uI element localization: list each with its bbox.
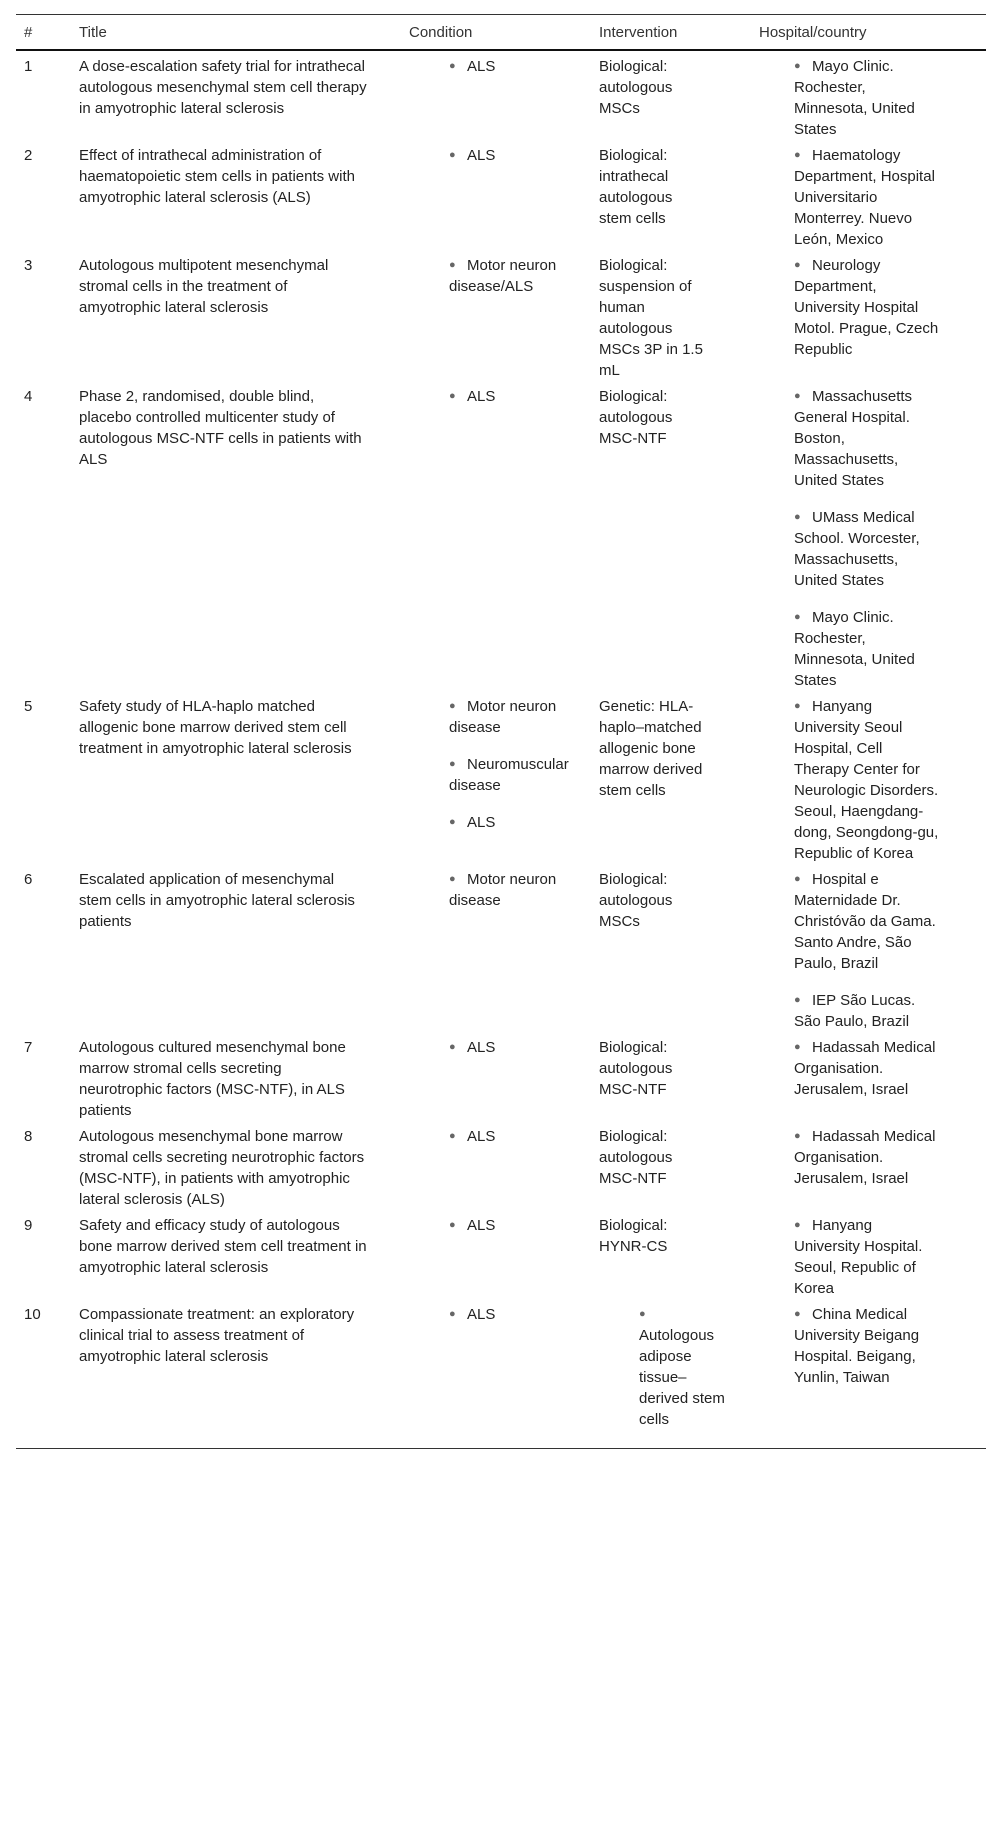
table-row: [16, 1210, 986, 1299]
condition-item: [449, 754, 569, 796]
condition-item: [449, 56, 569, 77]
condition-item-list: [409, 696, 569, 833]
intervention-item-text: Autologous adipose tissue–derived stem cells: [639, 1327, 725, 1428]
bullet-icon: ●: [449, 873, 456, 885]
row-intervention-cell: [599, 864, 759, 1032]
table-row: [16, 250, 986, 381]
bullet-icon: ●: [794, 700, 801, 712]
table-bottom-rule: [16, 1448, 986, 1449]
row-hospital-cell: [759, 381, 986, 691]
row-number: 5: [24, 698, 33, 715]
row-condition-cell: [409, 381, 599, 691]
condition-item-text: ALS: [467, 58, 496, 75]
hospital-item: [794, 1215, 939, 1299]
intervention-list: [599, 1304, 729, 1430]
row-hospital-cell: [759, 864, 986, 1032]
row-title-cell: [79, 381, 409, 691]
condition-item-list: [409, 869, 569, 911]
condition-item-list: [409, 1126, 569, 1147]
condition-item-text: Motor neuron disease: [449, 871, 557, 909]
condition-item-list: [409, 255, 569, 297]
row-condition-cell: [409, 140, 599, 250]
condition-item-text: ALS: [467, 814, 496, 831]
hospital-item-list: [759, 869, 939, 1032]
bullet-icon: ●: [794, 390, 801, 402]
row-title-cell: [79, 1299, 409, 1448]
header-number: #: [16, 15, 79, 51]
hospital-item-text: IEP São Lucas. São Paulo, Brazil: [794, 992, 916, 1030]
hospital-item: [794, 607, 939, 691]
row-hospital-cell: [759, 1299, 986, 1448]
trials-table-container: [16, 14, 986, 1449]
bullet-icon: ●: [794, 259, 801, 271]
condition-item-text: ALS: [467, 388, 496, 405]
header-hospital-country: Hospital/country: [759, 15, 986, 51]
hospital-item: [794, 255, 939, 360]
row-intervention-cell: [599, 381, 759, 691]
hospital-item-list: [759, 386, 939, 691]
row-number: 3: [24, 257, 33, 274]
hospital-item-list: [759, 1304, 939, 1388]
bullet-icon: ●: [794, 1308, 801, 1320]
bullet-icon: ●: [449, 758, 456, 770]
row-condition-cell: [409, 864, 599, 1032]
condition-item-text: Motor neuron disease: [449, 698, 557, 736]
table-row: [16, 1032, 986, 1121]
condition-item: [449, 255, 569, 297]
bullet-icon: ●: [449, 1308, 456, 1320]
hospital-item: [794, 696, 939, 864]
header-intervention: Intervention: [599, 15, 759, 51]
row-number: 8: [24, 1128, 33, 1145]
table-body: [16, 50, 986, 1448]
condition-item-text: ALS: [467, 1039, 496, 1056]
bullet-icon: ●: [794, 1219, 801, 1231]
intervention-text: Biological: autologous MSCs: [599, 58, 673, 117]
row-intervention-cell: [599, 1210, 759, 1299]
hospital-item-list: [759, 696, 939, 864]
condition-item: [449, 869, 569, 911]
row-title-cell: [79, 50, 409, 140]
trial-title: Autologous multipotent mesenchymal stromal cells in the treatment of amyotrophic lateral sclerosis: [79, 257, 329, 316]
intervention-text: Biological: suspension of human autologous MSCs 3P in 1.5 mL: [599, 257, 703, 379]
intervention-text: Biological: autologous MSC-NTF: [599, 388, 673, 447]
hospital-item-text: Hanyang University Seoul Hospital, Cell Therapy Center for Neurologic Disorders. Seoul, Haengdang-dong, Seongdong-gu, Republic of Korea: [794, 698, 939, 862]
row-condition-cell: [409, 1121, 599, 1210]
condition-item: [449, 1126, 569, 1147]
condition-item-list: [409, 56, 569, 77]
header-condition: Condition: [409, 15, 599, 51]
row-number: 4: [24, 388, 33, 405]
row-title-cell: [79, 1032, 409, 1121]
intervention-text: Biological: autologous MSC-NTF: [599, 1128, 673, 1187]
row-hospital-cell: [759, 250, 986, 381]
row-condition-cell: [409, 691, 599, 864]
trial-title: Compassionate treatment: an exploratory clinical trial to assess treatment of amyotrophic lateral sclerosis: [79, 1306, 355, 1365]
intervention-text: Genetic: HLA-haplo–matched allogenic bone marrow derived stem cells: [599, 698, 703, 799]
row-number: 10: [24, 1306, 41, 1323]
bullet-icon: ●: [449, 1130, 456, 1142]
row-title-cell: [79, 140, 409, 250]
table-row: [16, 140, 986, 250]
condition-item: [449, 145, 569, 166]
table-row: [16, 381, 986, 691]
row-hospital-cell: [759, 1121, 986, 1210]
row-title-cell: [79, 1121, 409, 1210]
trial-title: Autologous cultured mesenchymal bone marrow stromal cells secreting neurotrophic factors (MSC-NTF), in ALS patients: [79, 1039, 346, 1119]
row-hospital-cell: [759, 1210, 986, 1299]
row-hospital-cell: [759, 140, 986, 250]
bullet-icon: ●: [449, 816, 456, 828]
row-condition-cell: [409, 250, 599, 381]
condition-item-text: ALS: [467, 1306, 496, 1323]
hospital-item: [794, 1304, 939, 1388]
condition-item: [449, 1215, 569, 1236]
hospital-item: [794, 145, 939, 250]
bullet-icon: ●: [449, 1041, 456, 1053]
condition-item-text: ALS: [467, 1217, 496, 1234]
bullet-icon: ●: [639, 1308, 646, 1320]
table-row: [16, 1299, 986, 1448]
condition-item-text: ALS: [467, 1128, 496, 1145]
hospital-item: [794, 507, 939, 591]
bullet-icon: ●: [794, 873, 801, 885]
bullet-icon: ●: [794, 149, 801, 161]
condition-item-list: [409, 1037, 569, 1058]
condition-item: [449, 1037, 569, 1058]
hospital-item-text: Mayo Clinic. Rochester, Minnesota, United States: [794, 609, 915, 689]
row-number: 7: [24, 1039, 33, 1056]
condition-item: [449, 812, 569, 833]
row-hospital-cell: [759, 691, 986, 864]
bullet-icon: ●: [449, 390, 456, 402]
hospital-item-text: China Medical University Beigang Hospital. Beigang, Yunlin, Taiwan: [794, 1306, 920, 1386]
table-row: [16, 1121, 986, 1210]
row-condition-cell: [409, 1032, 599, 1121]
hospital-item: [794, 869, 939, 974]
hospital-item-text: Hadassah Medical Organisation. Jerusalem, Israel: [794, 1128, 936, 1187]
condition-item-text: Neuromuscular disease: [449, 756, 569, 794]
hospital-item-text: Hospital e Maternidade Dr. Christóvão da Gama. Santo Andre, São Paulo, Brazil: [794, 871, 936, 972]
condition-item: [449, 696, 569, 738]
hospital-item-list: [759, 1126, 939, 1189]
condition-item: [449, 1304, 569, 1325]
row-hospital-cell: [759, 1032, 986, 1121]
bullet-icon: ●: [794, 511, 801, 523]
row-title-cell: [79, 864, 409, 1032]
intervention-text: Biological: HYNR-CS: [599, 1217, 668, 1255]
row-number: 9: [24, 1217, 33, 1234]
bullet-icon: ●: [794, 1130, 801, 1142]
row-condition-cell: [409, 1299, 599, 1448]
intervention-text: Biological: autologous MSCs: [599, 871, 673, 930]
bullet-icon: ●: [449, 60, 456, 72]
condition-item-list: [409, 1215, 569, 1236]
hospital-item-list: [759, 1037, 939, 1100]
row-intervention-cell: [599, 1121, 759, 1210]
hospital-item-list: [759, 1215, 939, 1299]
condition-item-text: ALS: [467, 147, 496, 164]
row-intervention-cell: [599, 1299, 759, 1448]
row-condition-cell: [409, 50, 599, 140]
row-intervention-cell: [599, 250, 759, 381]
bullet-icon: ●: [794, 1041, 801, 1053]
row-number: 2: [24, 147, 33, 164]
intervention-item: [639, 1304, 729, 1430]
row-number: 6: [24, 871, 33, 888]
clinical-trials-table: [16, 14, 986, 1448]
hospital-item-text: Haematology Department, Hospital Universitario Monterrey. Nuevo León, Mexico: [794, 147, 935, 248]
row-intervention-cell: [599, 140, 759, 250]
bullet-icon: ●: [794, 994, 801, 1006]
hospital-item: [794, 1037, 939, 1100]
condition-item-text: Motor neuron disease/ALS: [449, 257, 557, 295]
hospital-item-text: UMass Medical School. Worcester, Massachusetts, United States: [794, 509, 920, 589]
row-intervention-cell: [599, 50, 759, 140]
row-title-cell: [79, 250, 409, 381]
trial-title: Safety study of HLA-haplo matched allogenic bone marrow derived stem cell treatment in amyotrophic lateral sclerosis: [79, 698, 352, 757]
bullet-icon: ●: [449, 700, 456, 712]
hospital-item-text: Mayo Clinic. Rochester, Minnesota, United States: [794, 58, 915, 138]
bullet-icon: ●: [794, 60, 801, 72]
trial-title: Phase 2, randomised, double blind, placebo controlled multicenter study of autologous MSC-NTF cells in patients with ALS: [79, 388, 362, 468]
condition-item-list: [409, 1304, 569, 1325]
table-row: [16, 691, 986, 864]
trial-title: Safety and efficacy study of autologous bone marrow derived stem cell treatment in amyotrophic lateral sclerosis: [79, 1217, 367, 1276]
hospital-item-text: Hadassah Medical Organisation. Jerusalem, Israel: [794, 1039, 936, 1098]
table-row: [16, 50, 986, 140]
trial-title: Effect of intrathecal administration of haematopoietic stem cells in patients with amyotrophic lateral sclerosis (ALS): [79, 147, 355, 206]
bullet-icon: ●: [449, 259, 456, 271]
hospital-item: [794, 1126, 939, 1189]
trial-title: Autologous mesenchymal bone marrow stromal cells secreting neurotrophic factors (MSC-NTF), in patients with amyotrophic lateral sclerosis (ALS): [79, 1128, 365, 1208]
header-row: [16, 15, 986, 51]
row-intervention-cell: [599, 1032, 759, 1121]
condition-item-list: [409, 145, 569, 166]
hospital-item-list: [759, 255, 939, 360]
trial-title: Escalated application of mesenchymal stem cells in amyotrophic lateral sclerosis patients: [79, 871, 355, 930]
hospital-item-list: [759, 56, 939, 140]
bullet-icon: ●: [794, 611, 801, 623]
hospital-item-text: Massachusetts General Hospital. Boston, Massachusetts, United States: [794, 388, 913, 489]
row-number: 1: [24, 58, 33, 75]
intervention-text: Biological: intrathecal autologous stem cells: [599, 147, 673, 227]
row-title-cell: [79, 1210, 409, 1299]
hospital-item-list: [759, 145, 939, 250]
bullet-icon: ●: [449, 1219, 456, 1231]
hospital-item: [794, 56, 939, 140]
row-title-cell: [79, 691, 409, 864]
hospital-item-text: Neurology Department, University Hospital Motol. Prague, Czech Republic: [794, 257, 939, 358]
row-intervention-cell: [599, 691, 759, 864]
condition-item: [449, 386, 569, 407]
hospital-item-text: Hanyang University Hospital. Seoul, Republic of Korea: [794, 1217, 923, 1297]
row-hospital-cell: [759, 50, 986, 140]
row-condition-cell: [409, 1210, 599, 1299]
bullet-icon: ●: [449, 149, 456, 161]
table-row: [16, 864, 986, 1032]
trial-title: A dose-escalation safety trial for intrathecal autologous mesenchymal stem cell therapy in amyotrophic lateral sclerosis: [79, 58, 367, 117]
intervention-text: Biological: autologous MSC-NTF: [599, 1039, 673, 1098]
header-title: Title: [79, 15, 409, 51]
hospital-item: [794, 386, 939, 491]
hospital-item: [794, 990, 939, 1032]
condition-item-list: [409, 386, 569, 407]
